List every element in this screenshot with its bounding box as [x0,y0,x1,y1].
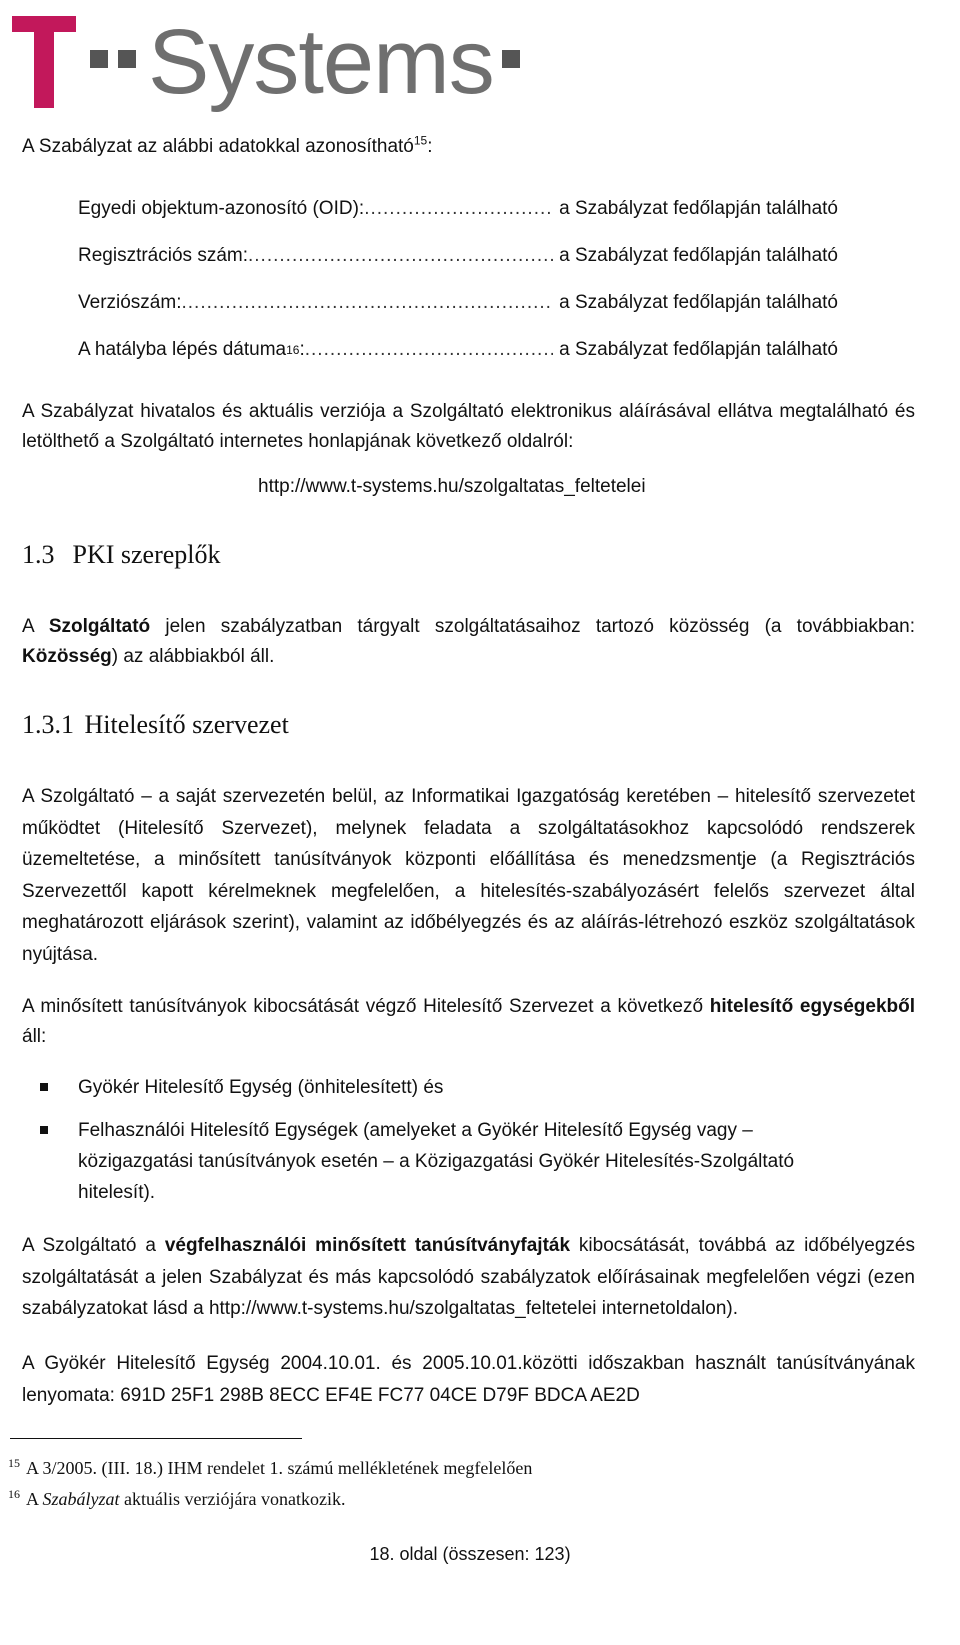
footnote-italic: Szabályzat [42,1489,120,1509]
para-certification-org: A Szolgáltató – a saját szervezetén belül, az Informatikai Igazgatóság keretében – hitelesítő szervezetet működtet (Hitelesítő Szervezet), melynek feladata a szolgáltatásokhoz kapcsolódó rendszerek üzemeltetése, a minősített tanúsítványok központi előállítása és menedzsmentje (a Regisztrációs Szervezettől kapott kérelmeknek megfelelően, a hitelesítés-szabályozásért felelős szervezet által meghatározott eljárások szerint), valamint az időbélyegzés és az aláírás-létrehozó eszköz szolgáltatások nyújtása. [22,786,915,965]
bold-term: Szolgáltató [48,616,151,637]
text: A Szolgáltató a [22,1235,165,1256]
dot-leader [181,292,553,314]
text: jelen szabályzatban tárgyalt szolgáltatásaihoz tartozó közösség (a továbbiakban: [150,616,915,637]
heading-title: PKI szereplők [72,540,221,569]
footnote-text: aktuális verziójára vonatkozik. [119,1489,346,1509]
list-item: Felhasználói Hitelesítő Egységek (amelyeket a Gyökér Hitelesítő Egység vagy – közigazgatási tanúsítványok esetén – a Közigazgatási Gyökér Hitelesítés-Szolgáltató hitelesít). [40,1115,820,1208]
id-row-version [78,279,838,326]
text: áll: [22,1026,47,1047]
footnote-text: A 3/2005. (III. 18.) IHM rendelet 1. számú mellékletének megfelelően [26,1458,533,1478]
intro-colon: : [427,136,433,157]
para-enduser [22,1230,915,1325]
id-value: a Szabályzat fedőlapján található [559,197,838,219]
footnote-number: 16 [8,1487,20,1501]
id-row-registration [78,232,838,279]
id-label: Regisztrációs szám: [78,244,248,266]
footnote-rule [10,1438,302,1439]
id-label: Verziószám: [78,291,182,313]
para-official-version: A Szabályzat hivatalos és aktuális verziója a Szolgáltató elektronikus aláírásával ellátva megtalálható és letölthető a Szolgáltató internetes honlapjának következő oldalról: [22,401,915,452]
intro-text: A Szabályzat az alábbi adatokkal azonosítható [22,136,414,157]
heading-1-3 [22,540,221,570]
footnote-15 [8,1456,532,1479]
url-link[interactable]: http://www.t-systems.hu/szolgaltatas_feltetelei [258,476,646,497]
bold-term: végfelhasználói minősített tanúsítványfajták [164,1235,571,1256]
para-units [22,992,915,1052]
dot-leader [305,339,553,361]
footnote-ref-15: 15 [413,133,428,148]
id-suffix: : [299,338,305,360]
para-root-fingerprint: A Gyökér Hitelesítő Egység 2004.10.01. és 2005.10.01.közötti időszakban használt tanúsítványának lenyomata: 691D 25F1 298B 8ECC EF4E FC77 04CE D79F BDCA AE2D [22,1353,915,1406]
bold-term: Közösség [22,646,112,667]
text: kibocsátását, továbbá az időbélyegzés szolgáltatását a jelen Szabályzat és más kapcsolódó szabályzatok előírásainak megfelelően végzi (ezen szabályzatokat lásd a http://www.t-systems.hu/szolgaltatas_feltetelei internetoldalon). [22,1235,915,1319]
logo-tail-dot [502,50,520,68]
footnote-16 [8,1487,345,1510]
footnote-number: 15 [8,1456,20,1470]
page-number: 18. oldal (összesen: 123) [369,1544,571,1564]
t-systems-logo [12,8,520,113]
id-label: A hatályba lépés dátuma [78,338,287,360]
id-row-oid [78,185,838,232]
bold-term: hitelesítő egységekből [709,996,916,1017]
intro-line [22,132,433,162]
id-value: a Szabályzat fedőlapján található [559,291,838,313]
dot-leader [364,198,553,220]
identification-list [78,185,838,373]
logo-dots [90,50,136,68]
id-row-effective-date: A hatályba lépés dátuma 16 : ..... a Szabályzat fedőlapján található [78,326,838,373]
footnote-text: A [26,1489,43,1509]
id-value: a Szabályzat fedőlapján található [559,338,838,360]
para-community [22,612,915,672]
dot-leader [248,245,553,267]
t-letter-mark [12,16,76,108]
heading-number: 1.3 [22,540,55,569]
id-label: Egyedi objektum-azonosító (OID): [78,197,365,219]
heading-number: 1.3.1 [22,710,74,739]
units-list [40,1072,820,1220]
id-value: a Szabályzat fedőlapján található [559,244,838,266]
text: A [22,616,49,637]
list-item: Gyökér Hitelesítő Egység (önhitelesített) és [40,1072,820,1103]
heading-title: Hitelesítő szervezet [84,710,289,739]
text: ) az alábbiakból áll. [111,646,275,667]
logo-wordmark: Systems [148,11,494,113]
heading-1-3-1 [22,710,289,740]
text: A minősített tanúsítványok kibocsátását végző Hitelesítő Szervezet a következő [22,996,710,1017]
